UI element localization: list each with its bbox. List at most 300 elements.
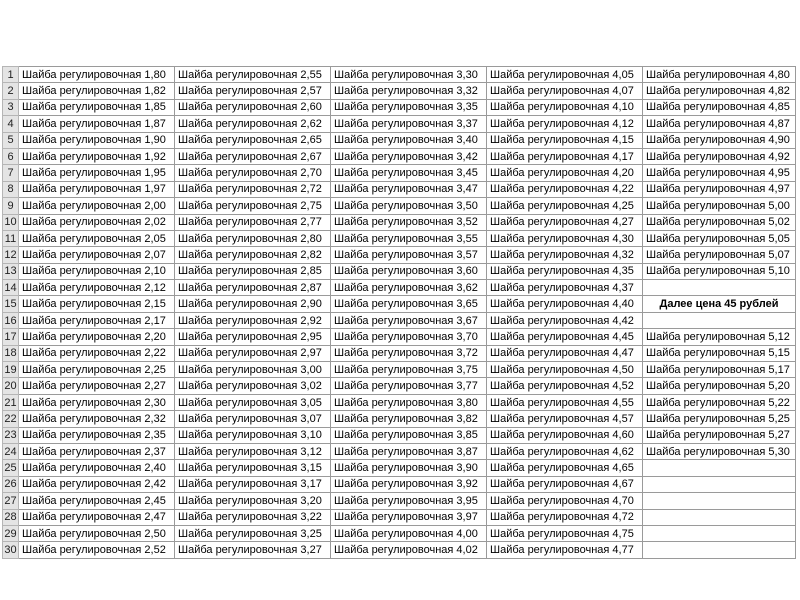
item-label: Шайба регулировочная (22, 396, 142, 409)
item-size: 2,95 (300, 330, 322, 343)
item-label: Шайба регулировочная (334, 85, 454, 98)
table-cell[interactable] (19, 394, 175, 410)
row-number[interactable]: 22 (3, 411, 19, 427)
table-cell[interactable] (175, 165, 331, 181)
item-label: Шайба регулировочная (490, 429, 610, 442)
table-cell[interactable] (331, 411, 487, 427)
table-cell[interactable] (175, 116, 331, 132)
item-label: Шайба регулировочная (646, 167, 766, 180)
table-cell[interactable] (331, 280, 487, 296)
table-cell[interactable] (331, 214, 487, 230)
row-number[interactable]: 25 (3, 460, 19, 476)
table-cell[interactable] (331, 116, 487, 132)
table-row (3, 214, 796, 230)
empty-cell[interactable] (643, 493, 796, 509)
item-label: Шайба регулировочная (22, 445, 142, 458)
item-label: Шайба регулировочная (22, 412, 142, 425)
table-cell[interactable] (487, 394, 643, 410)
table-row (3, 99, 796, 115)
table-cell[interactable] (643, 198, 796, 214)
item-size: 4,15 (612, 134, 634, 147)
table-cell[interactable] (487, 132, 643, 148)
table-cell[interactable] (331, 443, 487, 459)
row-number[interactable]: 10 (3, 214, 19, 230)
table-cell[interactable] (175, 198, 331, 214)
row-number[interactable]: 29 (3, 525, 19, 541)
item-size: 4,90 (768, 134, 790, 147)
table-cell[interactable] (331, 230, 487, 246)
table-cell[interactable] (19, 247, 175, 263)
item-label: Шайба регулировочная (490, 527, 610, 540)
table-cell[interactable] (643, 181, 796, 197)
table-cell[interactable] (331, 83, 487, 99)
table-cell[interactable] (175, 427, 331, 443)
table-cell[interactable] (643, 345, 796, 361)
item-size: 2,17 (144, 314, 166, 327)
item-label: Шайба регулировочная (178, 527, 298, 540)
item-label: Шайба регулировочная (178, 347, 298, 360)
item-size: 2,07 (144, 248, 166, 261)
table-cell[interactable] (19, 362, 175, 378)
table-cell[interactable] (487, 296, 643, 312)
item-label: Шайба регулировочная (334, 150, 454, 163)
table-cell[interactable] (487, 280, 643, 296)
item-label: Шайба регулировочная (22, 429, 142, 442)
item-size: 3,57 (456, 248, 478, 261)
table-cell[interactable] (19, 296, 175, 312)
item-label: Шайба регулировочная (178, 363, 298, 376)
row-number[interactable]: 18 (3, 345, 19, 361)
item-size: 2,37 (144, 445, 166, 458)
table-cell[interactable] (331, 460, 487, 476)
table-cell[interactable] (331, 247, 487, 263)
empty-cell[interactable] (643, 280, 796, 296)
item-size: 3,25 (300, 527, 322, 540)
item-label: Шайба регулировочная (178, 281, 298, 294)
table-cell[interactable] (487, 165, 643, 181)
item-size: 4,92 (768, 150, 790, 163)
table-cell[interactable] (175, 67, 331, 83)
table-cell[interactable] (487, 247, 643, 263)
item-label: Шайба регулировочная (646, 68, 766, 81)
table-cell[interactable] (487, 99, 643, 115)
table-cell[interactable] (19, 443, 175, 459)
table-cell[interactable] (331, 263, 487, 279)
item-size: 4,87 (768, 117, 790, 130)
item-size: 3,70 (456, 330, 478, 343)
item-size: 3,92 (456, 478, 478, 491)
table-cell[interactable] (487, 525, 643, 541)
table-cell[interactable] (487, 329, 643, 345)
item-label: Шайба регулировочная (646, 363, 766, 376)
table-cell[interactable] (175, 362, 331, 378)
table-cell[interactable] (175, 263, 331, 279)
table-cell[interactable] (487, 542, 643, 558)
item-size: 4,57 (612, 412, 634, 425)
table-cell[interactable] (643, 411, 796, 427)
item-size: 3,17 (300, 478, 322, 491)
table-cell[interactable] (19, 542, 175, 558)
table-cell[interactable] (487, 411, 643, 427)
row-number[interactable]: 7 (3, 165, 19, 181)
item-size: 3,85 (456, 429, 478, 442)
item-label: Шайба регулировочная (646, 248, 766, 261)
table-cell[interactable] (19, 165, 175, 181)
item-size: 5,00 (768, 199, 790, 212)
table-cell[interactable] (175, 148, 331, 164)
table-cell[interactable] (19, 345, 175, 361)
table-cell[interactable] (487, 493, 643, 509)
table-cell[interactable] (487, 476, 643, 492)
empty-cell[interactable] (643, 312, 796, 328)
item-size: 3,35 (456, 101, 478, 114)
row-number[interactable]: 5 (3, 132, 19, 148)
table-row (3, 460, 796, 476)
item-size: 4,50 (612, 363, 634, 376)
table-cell[interactable] (19, 460, 175, 476)
table-row (3, 509, 796, 525)
table-cell[interactable] (331, 378, 487, 394)
table-row (3, 427, 796, 443)
item-label: Шайба регулировочная (22, 248, 142, 261)
item-size: 3,32 (456, 85, 478, 98)
item-label: Шайба регулировочная (178, 478, 298, 491)
item-label: Шайба регулировочная (178, 216, 298, 229)
table-cell[interactable] (175, 394, 331, 410)
row-number[interactable]: 6 (3, 148, 19, 164)
table-cell[interactable] (643, 394, 796, 410)
table-cell[interactable] (331, 362, 487, 378)
row-number[interactable]: 14 (3, 280, 19, 296)
item-label: Шайба регулировочная (178, 462, 298, 475)
table-cell[interactable] (331, 427, 487, 443)
row-number[interactable]: 19 (3, 362, 19, 378)
empty-cell[interactable] (643, 460, 796, 476)
table-cell[interactable] (331, 312, 487, 328)
table-row (3, 476, 796, 492)
table-cell[interactable] (487, 509, 643, 525)
item-label: Шайба регулировочная (646, 429, 766, 442)
item-size: 4,77 (612, 544, 634, 557)
empty-cell[interactable] (643, 525, 796, 541)
row-number[interactable]: 26 (3, 476, 19, 492)
table-cell[interactable] (643, 116, 796, 132)
table-cell[interactable] (19, 83, 175, 99)
item-label: Шайба регулировочная (22, 117, 142, 130)
row-number[interactable]: 23 (3, 427, 19, 443)
table-cell[interactable] (487, 460, 643, 476)
item-label: Шайба регулировочная (646, 265, 766, 278)
item-label: Шайба регулировочная (178, 199, 298, 212)
table-cell[interactable] (331, 329, 487, 345)
item-size: 3,12 (300, 445, 322, 458)
table-cell[interactable] (175, 378, 331, 394)
table-cell[interactable] (19, 263, 175, 279)
row-number[interactable]: 3 (3, 99, 19, 115)
table-cell[interactable] (19, 181, 175, 197)
table-cell[interactable] (175, 247, 331, 263)
row-number[interactable]: 17 (3, 329, 19, 345)
item-label: Шайба регулировочная (646, 380, 766, 393)
table-cell[interactable] (19, 329, 175, 345)
item-label: Шайба регулировочная (22, 68, 142, 81)
item-label: Шайба регулировочная (646, 232, 766, 245)
table-cell[interactable] (331, 525, 487, 541)
table-cell[interactable] (19, 132, 175, 148)
item-size: 3,40 (456, 134, 478, 147)
row-number[interactable]: 13 (3, 263, 19, 279)
item-label: Шайба регулировочная (22, 265, 142, 278)
item-size: 4,17 (612, 150, 634, 163)
row-number[interactable]: 4 (3, 116, 19, 132)
item-label: Шайба регулировочная (334, 281, 454, 294)
item-size: 2,55 (300, 68, 322, 81)
table-cell[interactable] (331, 99, 487, 115)
table-cell[interactable] (175, 83, 331, 99)
table-cell[interactable] (19, 427, 175, 443)
row-number[interactable]: 15 (3, 296, 19, 312)
item-size: 4,97 (768, 183, 790, 196)
table-cell[interactable] (175, 99, 331, 115)
item-label: Шайба регулировочная (490, 363, 610, 376)
item-size: 1,87 (144, 117, 166, 130)
row-number[interactable]: 11 (3, 230, 19, 246)
table-cell[interactable] (643, 443, 796, 459)
item-label: Шайба регулировочная (22, 199, 142, 212)
table-cell[interactable] (331, 67, 487, 83)
empty-cell[interactable] (643, 476, 796, 492)
item-size: 5,10 (768, 265, 790, 278)
table-cell[interactable] (175, 345, 331, 361)
table-cell[interactable] (643, 148, 796, 164)
item-size: 4,10 (612, 101, 634, 114)
row-number[interactable]: 1 (3, 67, 19, 83)
table-row (3, 378, 796, 394)
item-label: Шайба регулировочная (334, 380, 454, 393)
table-cell[interactable] (175, 280, 331, 296)
table-cell[interactable] (643, 230, 796, 246)
table-cell[interactable] (487, 345, 643, 361)
row-number[interactable]: 30 (3, 542, 19, 558)
table-cell[interactable] (331, 296, 487, 312)
item-size: 3,05 (300, 396, 322, 409)
table-row (3, 230, 796, 246)
item-label: Шайба регулировочная (646, 117, 766, 130)
table-cell[interactable] (487, 198, 643, 214)
table-cell[interactable] (175, 230, 331, 246)
table-cell[interactable] (19, 525, 175, 541)
row-number[interactable]: 28 (3, 509, 19, 525)
table-cell[interactable] (175, 525, 331, 541)
table-cell[interactable] (331, 476, 487, 492)
item-size: 2,05 (144, 232, 166, 245)
table-cell[interactable] (19, 198, 175, 214)
table-cell[interactable] (175, 132, 331, 148)
table-cell[interactable] (643, 362, 796, 378)
table-cell[interactable] (19, 67, 175, 83)
row-number[interactable]: 12 (3, 247, 19, 263)
table-cell[interactable] (487, 427, 643, 443)
table-cell[interactable] (19, 280, 175, 296)
table-cell[interactable] (643, 83, 796, 99)
table-cell[interactable] (19, 230, 175, 246)
table-cell[interactable] (487, 181, 643, 197)
item-size: 2,02 (144, 216, 166, 229)
table-cell[interactable] (19, 148, 175, 164)
table-cell[interactable] (331, 493, 487, 509)
table-cell[interactable] (643, 99, 796, 115)
item-label: Шайба регулировочная (178, 134, 298, 147)
table-cell[interactable] (331, 542, 487, 558)
table-cell[interactable] (331, 165, 487, 181)
item-size: 4,70 (612, 494, 634, 507)
table-cell[interactable] (19, 411, 175, 427)
table-cell[interactable] (175, 443, 331, 459)
table-cell[interactable] (643, 263, 796, 279)
table-cell[interactable] (487, 67, 643, 83)
table-cell[interactable] (331, 181, 487, 197)
table-cell[interactable] (19, 493, 175, 509)
table-cell[interactable] (175, 214, 331, 230)
item-label: Шайба регулировочная (178, 445, 298, 458)
table-cell[interactable] (643, 427, 796, 443)
table-cell[interactable] (175, 493, 331, 509)
item-label: Шайба регулировочная (490, 150, 610, 163)
item-size: 4,42 (612, 314, 634, 327)
table-cell[interactable] (643, 378, 796, 394)
item-label: Шайба регулировочная (334, 511, 454, 524)
item-label: Шайба регулировочная (22, 527, 142, 540)
row-number[interactable]: 8 (3, 181, 19, 197)
price-note[interactable]: Далее цена 45 рублей (643, 296, 796, 312)
table-cell[interactable] (643, 132, 796, 148)
item-size: 4,52 (612, 380, 634, 393)
table-cell[interactable] (19, 476, 175, 492)
row-number[interactable]: 16 (3, 312, 19, 328)
item-label: Шайба регулировочная (22, 281, 142, 294)
table-cell[interactable] (487, 230, 643, 246)
table-cell[interactable] (19, 214, 175, 230)
table-cell[interactable] (331, 345, 487, 361)
item-size: 3,20 (300, 494, 322, 507)
table-cell[interactable] (643, 67, 796, 83)
row-number[interactable]: 24 (3, 443, 19, 459)
item-size: 2,47 (144, 511, 166, 524)
table-row (3, 493, 796, 509)
item-label: Шайба регулировочная (334, 199, 454, 212)
row-number[interactable]: 2 (3, 83, 19, 99)
item-label: Шайба регулировочная (22, 544, 142, 557)
table-cell[interactable] (175, 296, 331, 312)
item-size: 1,97 (144, 183, 166, 196)
table-cell[interactable] (175, 476, 331, 492)
item-label: Шайба регулировочная (22, 511, 142, 524)
table-cell[interactable] (175, 411, 331, 427)
table-cell[interactable] (19, 378, 175, 394)
item-label: Шайба регулировочная (646, 445, 766, 458)
item-label: Шайба регулировочная (178, 183, 298, 196)
row-number[interactable]: 27 (3, 493, 19, 509)
item-label: Шайба регулировочная (334, 478, 454, 491)
table-cell[interactable] (19, 116, 175, 132)
table-cell[interactable] (331, 509, 487, 525)
table-cell[interactable] (487, 116, 643, 132)
row-number[interactable]: 21 (3, 394, 19, 410)
item-label: Шайба регулировочная (646, 101, 766, 114)
item-size: 1,90 (144, 134, 166, 147)
item-size: 2,92 (300, 314, 322, 327)
table-cell[interactable] (643, 247, 796, 263)
table-cell[interactable] (643, 329, 796, 345)
table-cell[interactable] (487, 148, 643, 164)
item-size: 4,62 (612, 445, 634, 458)
table-cell[interactable] (331, 198, 487, 214)
table-cell[interactable] (19, 312, 175, 328)
table-cell[interactable] (643, 214, 796, 230)
item-size: 4,30 (612, 232, 634, 245)
table-cell[interactable] (487, 214, 643, 230)
item-label: Шайба регулировочная (178, 412, 298, 425)
table-cell[interactable] (175, 181, 331, 197)
item-label: Шайба регулировочная (490, 68, 610, 81)
item-size: 3,10 (300, 429, 322, 442)
item-size: 2,22 (144, 347, 166, 360)
table-cell[interactable] (331, 132, 487, 148)
table-cell[interactable] (643, 165, 796, 181)
table-cell[interactable] (19, 99, 175, 115)
table-cell[interactable] (487, 362, 643, 378)
item-size: 1,85 (144, 101, 166, 114)
item-label: Шайба регулировочная (22, 330, 142, 343)
table-cell[interactable] (175, 312, 331, 328)
item-size: 2,10 (144, 265, 166, 278)
table-cell[interactable] (175, 460, 331, 476)
item-label: Шайба регулировочная (490, 330, 610, 343)
table-cell[interactable] (487, 443, 643, 459)
table-cell[interactable] (175, 509, 331, 525)
row-number[interactable]: 9 (3, 198, 19, 214)
item-size: 3,75 (456, 363, 478, 376)
table-cell[interactable] (487, 83, 643, 99)
item-label: Шайба регулировочная (490, 117, 610, 130)
item-label: Шайба регулировочная (22, 347, 142, 360)
row-number[interactable]: 20 (3, 378, 19, 394)
table-cell[interactable] (487, 378, 643, 394)
table-cell[interactable] (331, 394, 487, 410)
item-size: 4,80 (768, 68, 790, 81)
table-cell[interactable] (19, 509, 175, 525)
item-size: 2,65 (300, 134, 322, 147)
item-size: 3,22 (300, 511, 322, 524)
item-label: Шайба регулировочная (334, 167, 454, 180)
empty-cell[interactable] (643, 542, 796, 558)
empty-cell[interactable] (643, 509, 796, 525)
item-label: Шайба регулировочная (22, 462, 142, 475)
table-cell[interactable] (175, 329, 331, 345)
item-size: 5,22 (768, 396, 790, 409)
item-size: 2,12 (144, 281, 166, 294)
table-cell[interactable] (331, 148, 487, 164)
item-size: 4,40 (612, 298, 634, 311)
item-label: Шайба регулировочная (490, 462, 610, 475)
item-size: 4,95 (768, 167, 790, 180)
item-label: Шайба регулировочная (490, 134, 610, 147)
table-cell[interactable] (175, 542, 331, 558)
item-label: Шайба регулировочная (334, 412, 454, 425)
table-cell[interactable] (487, 263, 643, 279)
table-cell[interactable] (487, 312, 643, 328)
item-label: Шайба регулировочная (178, 314, 298, 327)
